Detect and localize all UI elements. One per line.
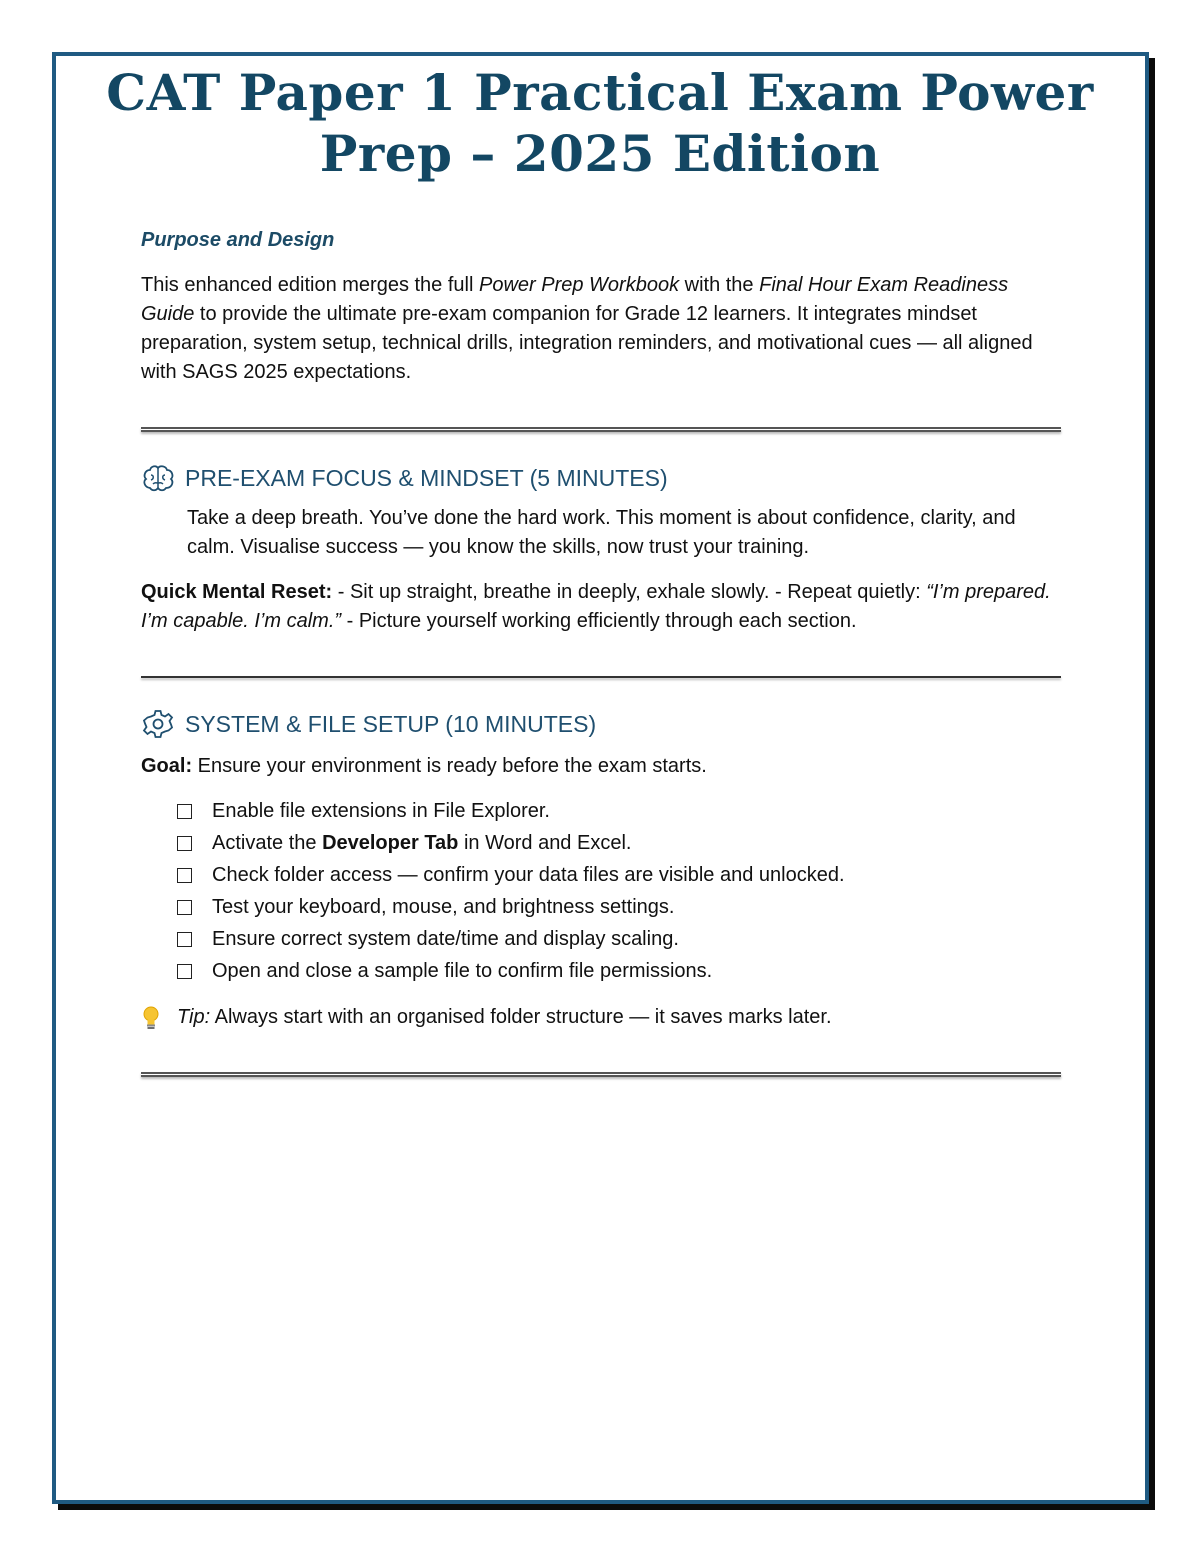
section-divider bbox=[141, 676, 1061, 678]
reset-text: - Sit up straight, breathe in deeply, exhale slowly. - Repeat quietly: bbox=[332, 581, 927, 603]
checklist-item bbox=[177, 955, 1061, 987]
mindset-intro: Take a deep breath. You’ve done the hard work. This moment is about confidence, clarity, and calm. Visualise success — you know the skills, now trust your training. bbox=[187, 507, 1016, 558]
checklist-item-label: Test your keyboard, mouse, and brightness settings. bbox=[212, 896, 675, 918]
checklist-item bbox=[177, 795, 1061, 827]
document-body bbox=[141, 226, 1061, 1107]
purpose-text-part: This enhanced edition merges the full bbox=[141, 274, 479, 296]
document-title: CAT Paper 1 Practical Exam Power Prep – 2025 Edition bbox=[106, 63, 1094, 183]
purpose-heading: Purpose and Design bbox=[141, 229, 335, 251]
checkbox[interactable] bbox=[177, 804, 192, 819]
purpose-italic-workbook: Power Prep Workbook bbox=[478, 274, 680, 296]
goal-label: Goal: bbox=[141, 755, 193, 777]
checklist-item bbox=[177, 827, 1061, 859]
checklist-item-label: Ensure correct system date/time and display scaling. bbox=[212, 928, 679, 950]
tip-text: Always start with an organised folder structure — it saves marks later. bbox=[210, 1006, 832, 1028]
item-bold-text: Developer Tab bbox=[322, 832, 459, 854]
item-text: in Word and Excel. bbox=[458, 832, 632, 854]
purpose-text-part: with the bbox=[679, 274, 760, 296]
checkbox[interactable] bbox=[177, 900, 192, 915]
purpose-text bbox=[141, 271, 1061, 387]
checklist-item-label: Open and close a sample file to confirm file permissions. bbox=[212, 960, 713, 982]
checklist-item bbox=[177, 859, 1061, 891]
setup-goal bbox=[141, 752, 1061, 781]
reset-label: Quick Mental Reset: bbox=[141, 581, 333, 603]
reset-text: - Picture yourself working efficiently through each section. bbox=[341, 610, 857, 632]
mindset-section-heading bbox=[141, 462, 1061, 494]
setup-heading-text: SYSTEM & FILE SETUP (10 MINUTES) bbox=[185, 711, 597, 737]
item-text: Activate the bbox=[212, 832, 323, 854]
mindset-heading-text: PRE-EXAM FOCUS & MINDSET (5 MINUTES) bbox=[185, 465, 668, 491]
checklist-item-label: Check folder access — confirm your data files are visible and unlocked. bbox=[212, 864, 845, 886]
purpose-text-part: to provide the ultimate pre-exam companion for Grade 12 learners. It integrates mindset preparation, system setup, technical drills, integration reminders, and motivational cues — all aligned with SAGS 2025 expectations. bbox=[141, 303, 1033, 383]
checklist-item-label: Enable file extensions in File Explorer. bbox=[212, 800, 550, 822]
checklist-item-label bbox=[212, 827, 631, 859]
goal-text: Ensure your environment is ready before the exam starts. bbox=[192, 755, 707, 777]
checkbox[interactable] bbox=[177, 964, 192, 979]
checkbox[interactable] bbox=[177, 932, 192, 947]
tip-line bbox=[141, 1003, 1061, 1032]
gear-icon bbox=[141, 709, 175, 739]
purpose-italic-guide: Final Hour Exam Readiness Guide bbox=[141, 274, 1009, 325]
setup-checklist bbox=[141, 795, 1061, 987]
checklist-item bbox=[177, 891, 1061, 923]
reset-quote: “I’m prepared. I’m capable. I’m calm.” bbox=[141, 581, 1051, 632]
brain-icon bbox=[141, 463, 175, 493]
checklist-item bbox=[177, 923, 1061, 955]
lightbulb-icon bbox=[141, 1005, 161, 1031]
setup-section-heading bbox=[141, 708, 1061, 740]
checkbox[interactable] bbox=[177, 836, 192, 851]
tip-label: Tip: bbox=[177, 1006, 211, 1028]
quick-mental-reset bbox=[141, 578, 1061, 636]
section-divider bbox=[141, 427, 1061, 432]
section-divider bbox=[141, 1072, 1061, 1077]
tip-content bbox=[177, 1003, 832, 1032]
checkbox[interactable] bbox=[177, 868, 192, 883]
